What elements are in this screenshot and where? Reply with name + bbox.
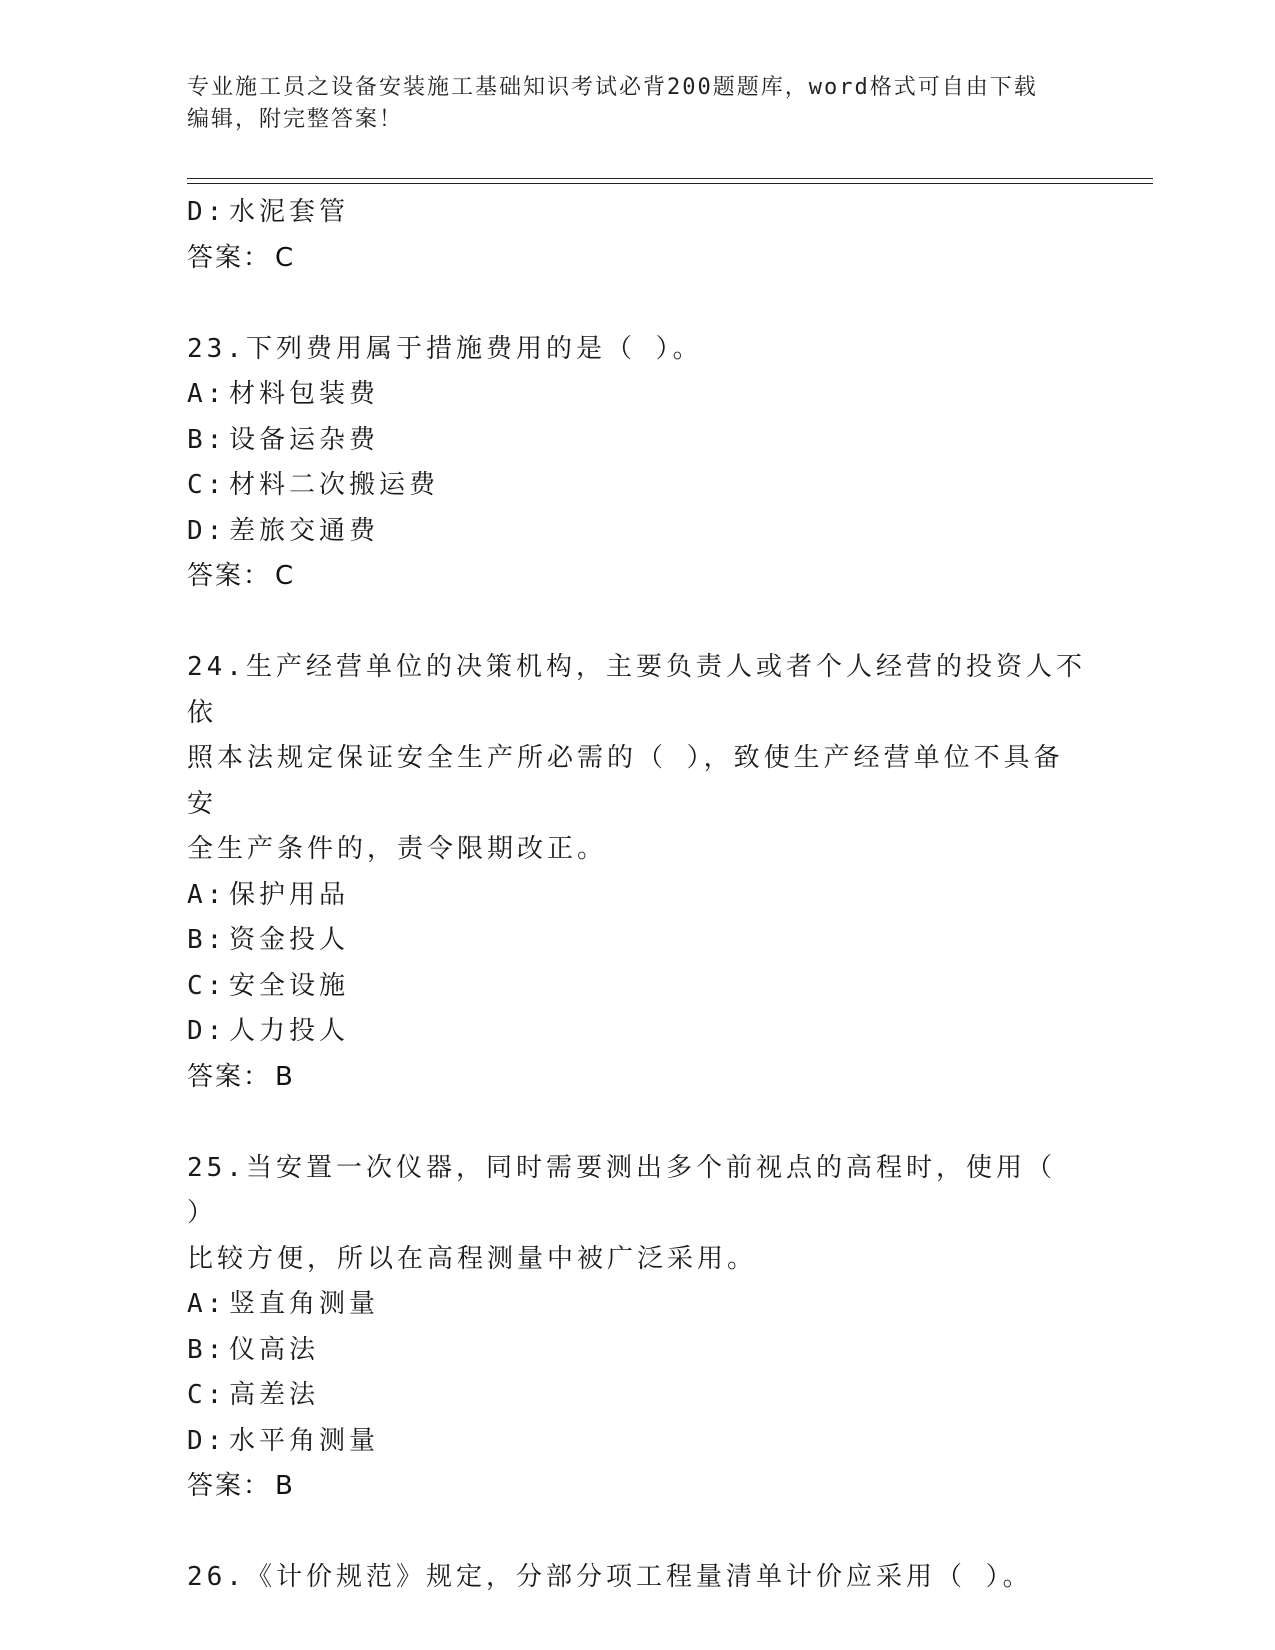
option-text: 设备运杂费: [229, 424, 380, 455]
question-list: [187, 190, 1087, 1601]
option-text: 水泥套管: [229, 197, 350, 227]
option-text: 水平角测量: [229, 1425, 380, 1456]
option-text: 竖直角测量: [229, 1289, 380, 1319]
question-stem-line: 23.下列费用属于措施费用的是（ ）。: [187, 333, 703, 364]
header-title-line-1: 专业施工员之设备安装施工基础知识考试必背200题题库，word格式可自由下载: [187, 75, 1038, 100]
question-stem-line: 全生产条件的，责令限期改正。: [187, 834, 608, 864]
option-item: [187, 418, 1087, 464]
option-text: 材料二次搬运费: [229, 470, 440, 500]
option-key: C:: [187, 970, 227, 1001]
header-divider-top: [187, 178, 1153, 179]
option-key: D:: [187, 1425, 227, 1456]
answer-label: 答案：: [187, 1471, 272, 1501]
option-key: D:: [187, 515, 227, 546]
option-key: D:: [187, 197, 227, 227]
answer-value: C: [275, 561, 295, 591]
option-key: A:: [187, 879, 227, 910]
question-stem-line: 26.《计价规范》规定，分部分项工程量清单计价应采用（ ）。: [187, 1562, 1033, 1592]
answer-line: [187, 554, 1087, 600]
option-item: [187, 509, 1087, 555]
spacer: [187, 600, 1087, 646]
answer-value: B: [275, 1061, 294, 1092]
option-d: [187, 190, 1087, 236]
option-item: [187, 1373, 1087, 1419]
option-key: B:: [187, 1334, 227, 1365]
header-divider-bottom: [187, 183, 1153, 184]
option-key: A:: [187, 1289, 227, 1319]
option-item: [187, 1009, 1087, 1055]
option-item: [187, 873, 1087, 919]
option-key: A:: [187, 379, 227, 409]
answer-value: B: [275, 1471, 294, 1501]
question-stem-line: 照本法规定保证安全生产所必需的（ ），致使生产经营单位不具备安: [187, 743, 1064, 819]
answer-line: [187, 236, 1087, 282]
question-block: [187, 645, 1087, 1146]
option-item: [187, 1419, 1087, 1465]
question-block: [187, 1146, 1087, 1556]
question-block: [187, 1555, 1087, 1601]
header-title-line-2: 编辑，附完整答案！: [187, 107, 404, 132]
question-block: [187, 327, 1087, 646]
option-key: C:: [187, 1380, 227, 1410]
option-text: 人力投人: [229, 1016, 350, 1046]
option-text: 差旅交通费: [229, 515, 380, 546]
option-key: B:: [187, 424, 227, 455]
option-text: 保护用品: [229, 879, 350, 910]
question-stem-line: 25.当安置一次仪器，同时需要测出多个前视点的高程时，使用（ ）: [187, 1152, 1056, 1228]
option-text: 安全设施: [229, 970, 350, 1001]
answer-value: C: [275, 242, 295, 273]
spacer: [187, 1510, 1087, 1556]
option-item: [187, 918, 1087, 964]
spacer: [187, 281, 1087, 327]
answer-label: 答案：: [187, 242, 272, 273]
question-stem-line: 24.生产经营单位的决策机构，主要负责人或者个人经营的投资人不依: [187, 652, 1086, 728]
option-item: [187, 463, 1087, 509]
option-item: [187, 964, 1087, 1010]
option-key: D:: [187, 1016, 227, 1046]
option-text: 仪高法: [229, 1334, 320, 1365]
answer-label: 答案：: [187, 1061, 272, 1092]
option-key: B:: [187, 925, 227, 955]
option-item: [187, 1328, 1087, 1374]
option-text: 资金投人: [229, 925, 350, 955]
option-key: C:: [187, 470, 227, 500]
answer-label: 答案：: [187, 561, 272, 591]
option-item: [187, 372, 1087, 418]
option-item: [187, 1282, 1087, 1328]
answer-line: [187, 1464, 1087, 1510]
option-text: 高差法: [229, 1380, 320, 1410]
question-stem-line: 比较方便，所以在高程测量中被广泛采用。: [187, 1243, 758, 1274]
page-header: [187, 72, 1067, 136]
spacer: [187, 1100, 1087, 1146]
answer-line: [187, 1055, 1087, 1101]
option-text: 材料包装费: [229, 379, 380, 409]
